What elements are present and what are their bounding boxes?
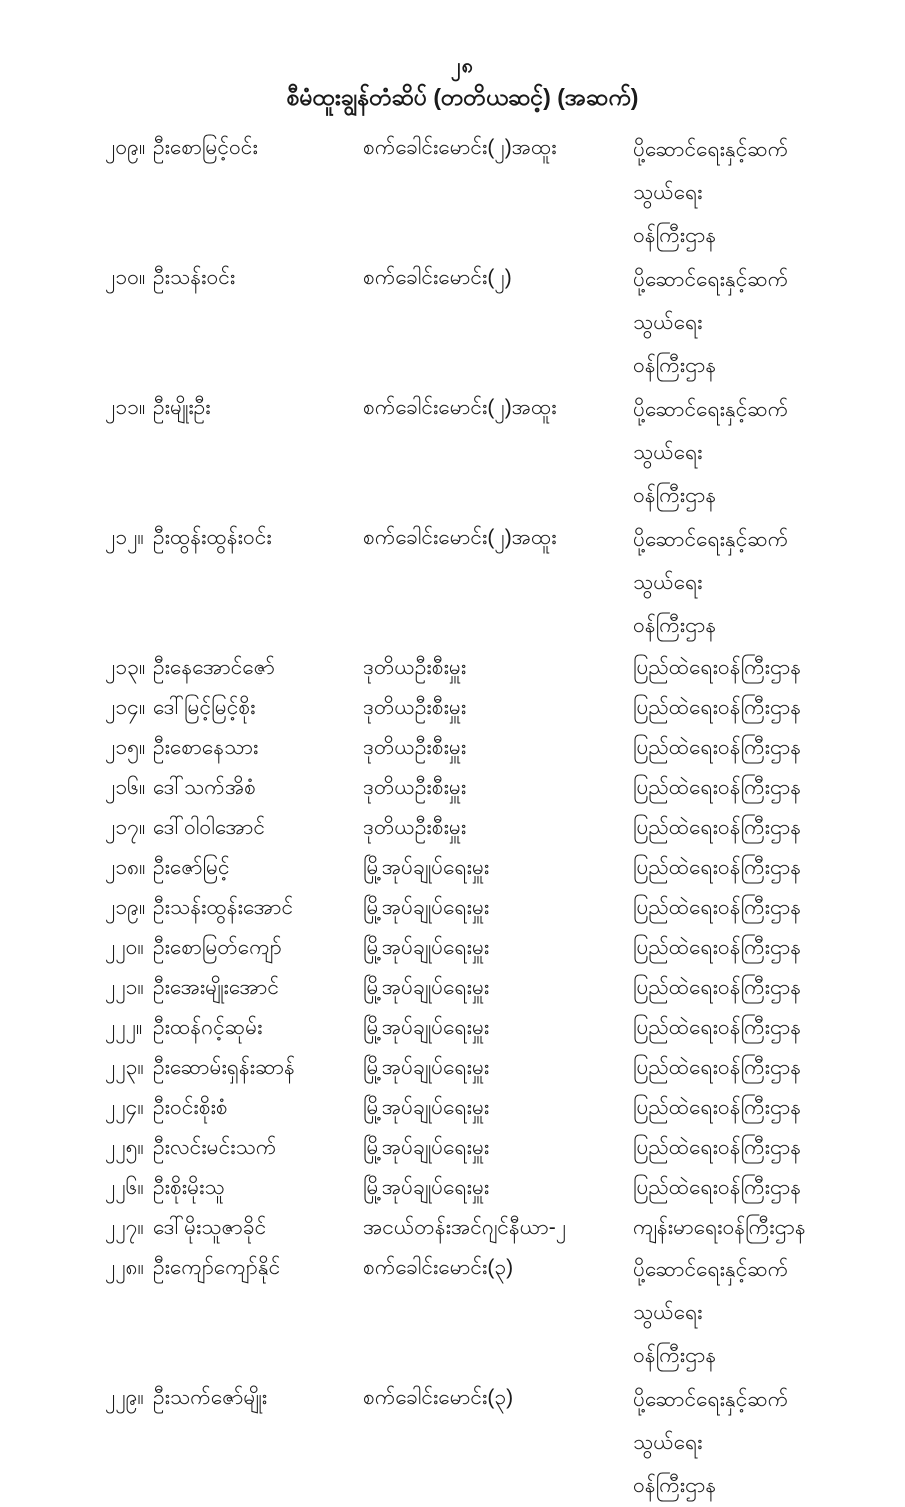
ministry-name xyxy=(633,388,820,517)
position-title: ဒုတိယဦးစီးမှူး xyxy=(363,816,467,839)
ministry-name xyxy=(633,808,820,848)
position-title: မြို့အုပ်ချုပ်ရေးမှူး xyxy=(363,856,490,879)
ministry-line: ကျန်းမာရေးဝန်ကြီးဌာန xyxy=(633,1216,806,1239)
position-title: ဒုတိယဦးစီးမှူး xyxy=(363,696,467,719)
serial-number: ၂၁၉။ xyxy=(105,896,146,919)
serial-number: ၂၁၀။ xyxy=(105,266,146,289)
serial-number: ၂၂၈။ xyxy=(105,1256,144,1279)
ministry-name xyxy=(633,1088,820,1128)
serial-number: ၂၁၂။ xyxy=(105,526,144,549)
list-item xyxy=(105,648,820,688)
ministry-line: ဝန်ကြီးဌာန xyxy=(633,1474,717,1497)
list-item xyxy=(105,388,820,517)
recipient-name: ဦးစောမြင့်ဝင်း xyxy=(153,136,258,159)
ministry-line: ပြည်ထဲရေးဝန်ကြီးဌာန xyxy=(633,816,802,839)
serial-number: ၂၂၂။ xyxy=(105,1016,143,1039)
position-title: မြို့အုပ်ချုပ်ရေးမှူး xyxy=(363,1016,490,1039)
list-item xyxy=(105,258,820,387)
list-item xyxy=(105,1128,820,1168)
recipient-name: ဦးဝင်းစိုးစံ xyxy=(153,1096,228,1119)
ministry-name xyxy=(633,968,820,1008)
list-item xyxy=(105,1168,820,1208)
ministry-name xyxy=(633,848,820,888)
ministry-line: ပြည်ထဲရေးဝန်ကြီးဌာန xyxy=(633,1136,802,1159)
list-item xyxy=(105,688,820,728)
recipient-name: ဦးအေးမျိုးအောင် xyxy=(153,976,279,999)
ministry-line: ပို့ဆောင်ရေးနှင့်ဆက်သွယ်ရေး xyxy=(633,528,789,594)
list-item xyxy=(105,968,820,1008)
recipient-name: ဦးသန်းဝင်း xyxy=(153,266,236,289)
recipient-name: ဒေါ်သက်အိစံ xyxy=(153,776,256,799)
ministry-name xyxy=(633,518,820,647)
list-item xyxy=(105,1008,820,1048)
position-title: စက်ခေါင်းမောင်း(၃) xyxy=(363,1256,514,1279)
serial-number: ၂၁၈။ xyxy=(105,856,146,879)
ministry-line: ပြည်ထဲရေးဝန်ကြီးဌာန xyxy=(633,936,802,959)
recipient-name: ဦးသက်ဇော်မျိုး xyxy=(153,1386,268,1409)
ministry-line: ဝန်ကြီးဌာန xyxy=(633,354,717,377)
ministry-line: ဝန်ကြီးဌာန xyxy=(633,224,717,247)
serial-number: ၂၀၉။ xyxy=(105,136,146,159)
position-title: မြို့အုပ်ချုပ်ရေးမှူး xyxy=(363,976,490,999)
serial-number: ၂၁၇။ xyxy=(105,816,146,839)
ministry-line: ပြည်ထဲရေးဝန်ကြီးဌာန xyxy=(633,1096,802,1119)
page-number: ၂၈ xyxy=(450,55,475,77)
serial-number: ၂၂၀။ xyxy=(105,936,144,959)
ministry-name xyxy=(633,1248,820,1377)
ministry-name xyxy=(633,128,820,257)
ministry-line: ဝန်ကြီးဌာန xyxy=(633,614,717,637)
ministry-name xyxy=(633,688,820,728)
list-item xyxy=(105,728,820,768)
recipient-name: ဦးထန်ဂင့်ဆုမ်း xyxy=(153,1016,263,1039)
ministry-name xyxy=(633,768,820,808)
ministry-line: ပို့ဆောင်ရေးနှင့်ဆက်သွယ်ရေး xyxy=(633,268,789,334)
list-item xyxy=(105,1248,820,1377)
award-recipient-list xyxy=(105,128,820,1507)
recipient-name: ဦးဆောမ်းရှန်းဆာန် xyxy=(153,1056,295,1079)
ministry-name xyxy=(633,728,820,768)
position-title: ဒုတိယဦးစီးမှူး xyxy=(363,736,467,759)
ministry-line: ပြည်ထဲရေးဝန်ကြီးဌာန xyxy=(633,656,802,679)
list-item xyxy=(105,808,820,848)
list-item xyxy=(105,1378,820,1507)
ministry-name xyxy=(633,928,820,968)
recipient-name: ဒေါ်မိုးသူဇာခိုင် xyxy=(153,1216,267,1239)
recipient-name: ဦးကျော်ကျော်နိုင် xyxy=(153,1256,281,1279)
position-title: စက်ခေါင်းမောင်း(၂)အထူး xyxy=(363,136,557,159)
ministry-line: ပို့ဆောင်ရေးနှင့်ဆက်သွယ်ရေး xyxy=(633,398,789,464)
serial-number: ၂၁၅။ xyxy=(105,736,146,759)
ministry-line: ပို့ဆောင်ရေးနှင့်ဆက်သွယ်ရေး xyxy=(633,1388,789,1454)
ministry-name xyxy=(633,1378,820,1507)
recipient-name: ဒေါ်မြင့်မြင့်စိုး xyxy=(153,696,256,719)
ministry-line: ပြည်ထဲရေးဝန်ကြီးဌာန xyxy=(633,696,802,719)
ministry-name xyxy=(633,258,820,387)
serial-number: ၂၂၉။ xyxy=(105,1386,144,1409)
position-title: စက်ခေါင်းမောင်း(၂)အထူး xyxy=(363,526,557,549)
list-item xyxy=(105,848,820,888)
recipient-name: ဦးထွန်းထွန်းဝင်း xyxy=(153,526,272,549)
recipient-name: ဦးစိုးမိုးသူ xyxy=(153,1176,225,1199)
recipient-name: ဦးစောနေသား xyxy=(153,736,259,759)
serial-number: ၂၂၄။ xyxy=(105,1096,144,1119)
ministry-name xyxy=(633,1008,820,1048)
page-title: စီမံထူးချွန်တံဆိပ် (တတိယဆင့်) (အဆက်) xyxy=(286,84,639,110)
position-title: မြို့အုပ်ချုပ်ရေးမှူး xyxy=(363,1176,490,1199)
ministry-name xyxy=(633,1048,820,1088)
recipient-name: ဦးဇော်မြင့် xyxy=(153,856,230,879)
recipient-name: ဒေါ်ဝါဝါအောင် xyxy=(153,816,265,839)
ministry-line: ပြည်ထဲရေးဝန်ကြီးဌာန xyxy=(633,1176,802,1199)
serial-number: ၂၁၆။ xyxy=(105,776,146,799)
ministry-line: ပြည်ထဲရေးဝန်ကြီးဌာန xyxy=(633,1016,802,1039)
position-title: စက်ခေါင်းမောင်း(၂)အထူး xyxy=(363,396,557,419)
recipient-name: ဦးနေအောင်ဇော် xyxy=(153,656,275,679)
list-item xyxy=(105,1088,820,1128)
list-item xyxy=(105,768,820,808)
serial-number: ၂၂၁။ xyxy=(105,976,144,999)
list-item xyxy=(105,1208,820,1248)
position-title: ဒုတိယဦးစီးမှူး xyxy=(363,776,467,799)
list-item xyxy=(105,888,820,928)
ministry-line: ပို့ဆောင်ရေးနှင့်ဆက်သွယ်ရေး xyxy=(633,1258,789,1324)
ministry-line: ပို့ဆောင်ရေးနှင့်ဆက်သွယ်ရေး xyxy=(633,138,789,204)
serial-number: ၂၂၆။ xyxy=(105,1176,144,1199)
position-title: စက်ခေါင်းမောင်း(၂) xyxy=(363,266,512,289)
ministry-name xyxy=(633,1168,820,1208)
ministry-line: ပြည်ထဲရေးဝန်ကြီးဌာန xyxy=(633,1056,802,1079)
position-title: မြို့အုပ်ချုပ်ရေးမှူး xyxy=(363,936,490,959)
recipient-name: ဦးလင်းမင်းသက် xyxy=(153,1136,277,1159)
position-title: မြို့အုပ်ချုပ်ရေးမှူး xyxy=(363,1096,490,1119)
recipient-name: ဦးမျိုးဦး xyxy=(153,396,211,419)
serial-number: ၂၁၁။ xyxy=(105,396,146,419)
recipient-name: ဦးသန်းထွန်းအောင် xyxy=(153,896,294,919)
ministry-name xyxy=(633,1208,820,1248)
ministry-line: ပြည်ထဲရေးဝန်ကြီးဌာန xyxy=(633,896,802,919)
list-item xyxy=(105,128,820,257)
recipient-name: ဦးစောမြတ်ကျော် xyxy=(153,936,282,959)
serial-number: ၂၁၃။ xyxy=(105,656,146,679)
ministry-line: ပြည်ထဲရေးဝန်ကြီးဌာန xyxy=(633,976,802,999)
position-title: မြို့အုပ်ချုပ်ရေးမှူး xyxy=(363,1056,490,1079)
serial-number: ၂၂၇။ xyxy=(105,1216,144,1239)
serial-number: ၂၂၅။ xyxy=(105,1136,144,1159)
list-item xyxy=(105,928,820,968)
position-title: စက်ခေါင်းမောင်း(၃) xyxy=(363,1386,514,1409)
serial-number: ၂၁၄။ xyxy=(105,696,146,719)
ministry-line: ပြည်ထဲရေးဝန်ကြီးဌာန xyxy=(633,856,802,879)
ministry-name xyxy=(633,888,820,928)
position-title: မြို့အုပ်ချုပ်ရေးမှူး xyxy=(363,896,490,919)
list-item xyxy=(105,518,820,647)
ministry-name xyxy=(633,1128,820,1168)
list-item xyxy=(105,1048,820,1088)
ministry-line: ဝန်ကြီးဌာန xyxy=(633,484,717,507)
position-title: ဒုတိယဦးစီးမှူး xyxy=(363,656,467,679)
ministry-line: ပြည်ထဲရေးဝန်ကြီးဌာန xyxy=(633,776,802,799)
serial-number: ၂၂၃။ xyxy=(105,1056,144,1079)
ministry-line: ပြည်ထဲရေးဝန်ကြီးဌာန xyxy=(633,736,802,759)
ministry-line: ဝန်ကြီးဌာန xyxy=(633,1344,717,1367)
position-title: မြို့အုပ်ချုပ်ရေးမှူး xyxy=(363,1136,490,1159)
ministry-name xyxy=(633,648,820,688)
position-title: အငယ်တန်းအင်ဂျင်နီယာ-၂ xyxy=(363,1216,567,1239)
